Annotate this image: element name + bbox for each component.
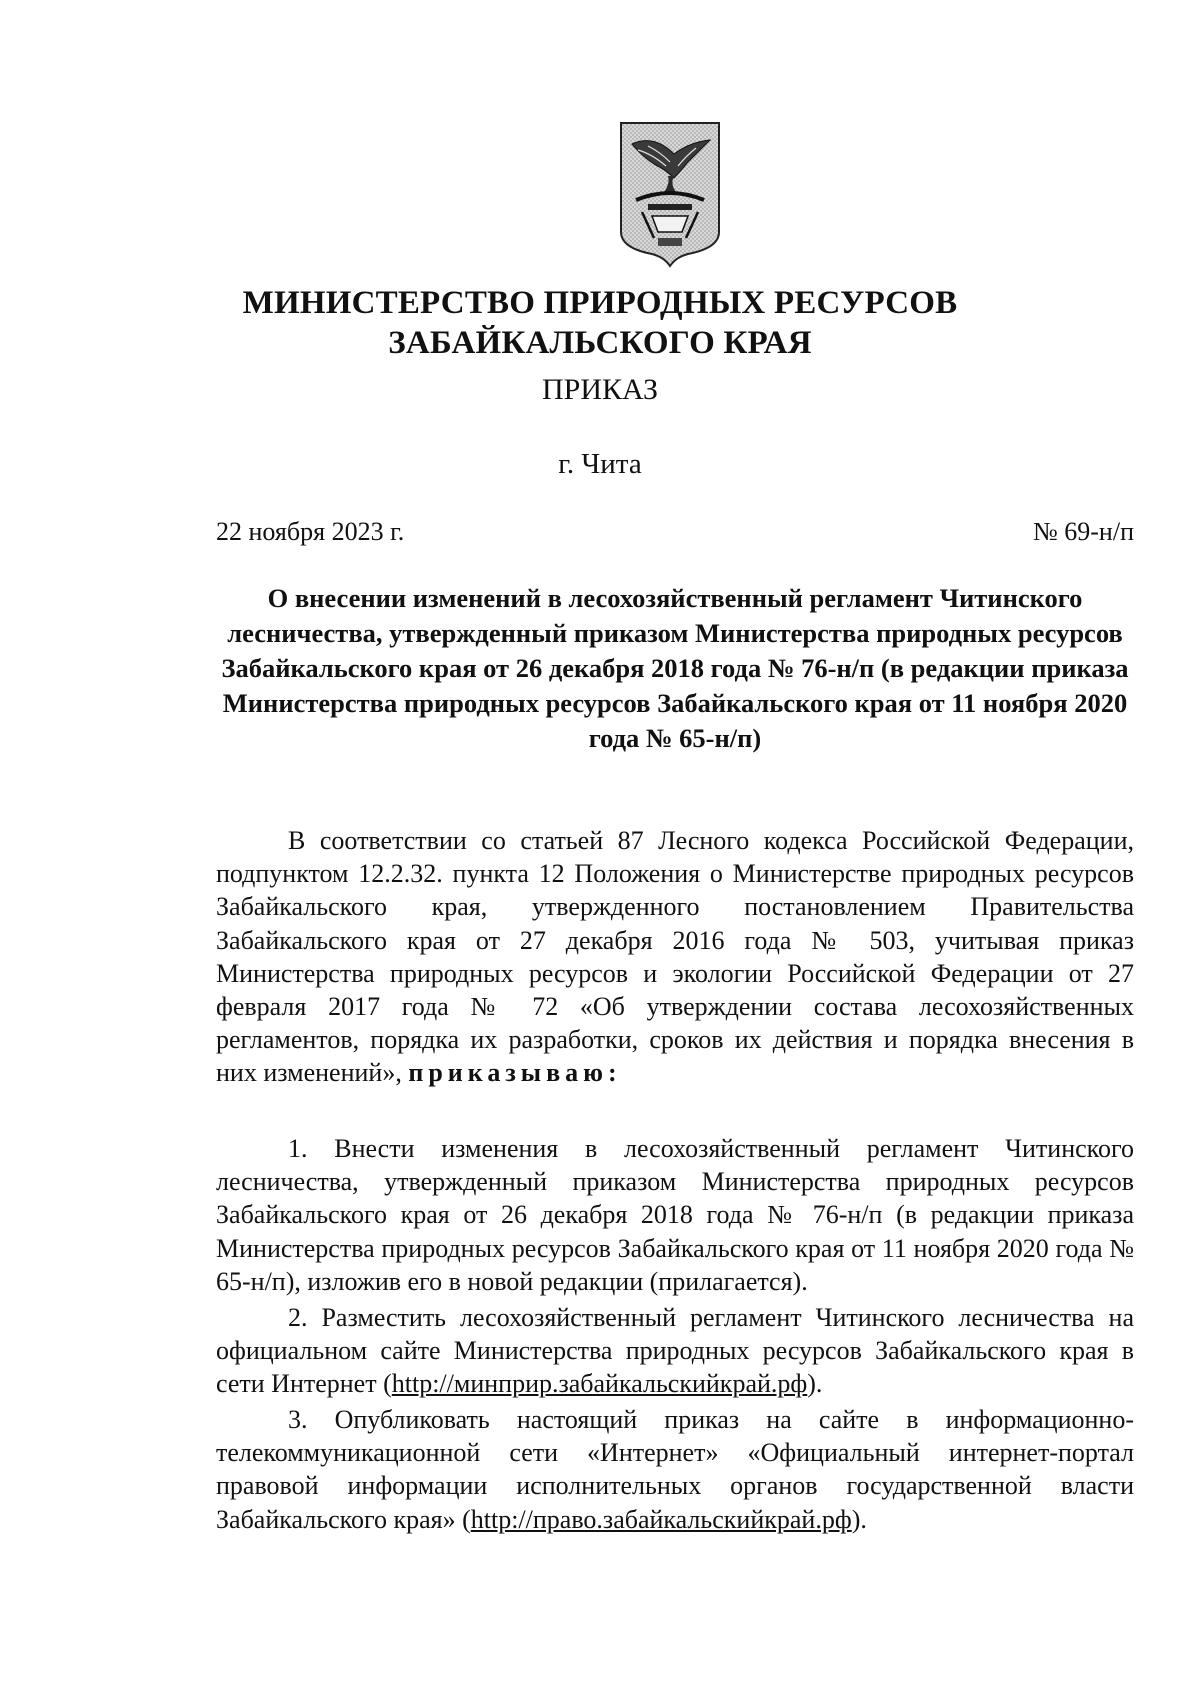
coat-of-arms-emblem — [618, 120, 722, 268]
order-title: О внесении изменений в лесохозяйственный регламент Читинского лесничества, утвержденный приказом Министерства природных ресурсов Забайкальского края от 26 декабря 2018 года № 76-н/п (в редакции приказа Министерства природных ресурсов Забайкальского края от 11 ноября 2020 года № 65-н/п) — [221, 583, 1129, 753]
city: г. Чита — [558, 448, 642, 480]
order-number: № 69-н/п — [1032, 517, 1134, 546]
ministry-name-line2: ЗАБАЙКАЛЬСКОГО КРАЯ — [388, 325, 812, 361]
order-item-2-text: 2. Разместить лесохозяйственный регламент Читинского лесничества на официальном сайте Министерства природных ресурсов Забайкальского края в сети Интернет ( — [216, 1303, 1134, 1399]
ministry-website-link[interactable]: http://минприр.забайкальскийкрай.рф — [391, 1369, 808, 1399]
order-item-3-end: ). — [851, 1504, 867, 1534]
document-type: ПРИКАЗ — [542, 373, 658, 406]
preamble-text: В соответствии со статьей 87 Лесного кодекса Российской Федерации, подпунктом 12.2.32. пункта 12 Положения о Министерстве природных ресурсов Забайкальского края, утвержденного постановлением Правительства Забайкальского края от 27 декабря 2016 года № 503, учитывая приказ Министерства природных ресурсов и экологии Российской Федерации от 27 февраля 2017 года № 72 «Об утверждении состава лесохозяйственных регламентов, порядка их разработки, сроков их действия и порядка внесения в них изменений», — [216, 826, 1134, 1088]
ministry-name-line1: МИНИСТЕРСТВО ПРИРОДНЫХ РЕСУРСОВ — [242, 285, 958, 321]
order-item-3-text: 3. Опубликовать настоящий приказ на сайте в информационно-телекоммуникационной сети «Интернет» «Официальный интернет-портал правовой информации исполнительных органов государственной власти Забайкальского края» ( — [216, 1405, 1134, 1534]
order-item-3 — [216, 1403, 1134, 1536]
legal-portal-link[interactable]: http://право.забайкальскийкрай.рф — [470, 1504, 852, 1534]
preamble-paragraph — [216, 824, 1134, 1090]
order-item-1: 1. Внести изменения в лесохозяйственный регламент Читинского лесничества, утвержденный приказом Министерства природных ресурсов Забайкальского края от 26 декабря 2018 года № 76-н/п (в редакции приказа Министерства природных ресурсов Забайкальского края от 11 ноября 2020 года № 65-н/п), изложив его в новой редакции (прилагается). — [216, 1134, 1134, 1296]
order-command: приказываю: — [408, 1058, 622, 1088]
ministry-name — [0, 283, 1200, 363]
order-item-2-end: ). — [807, 1369, 823, 1399]
order-date: 22 ноября 2023 г. — [216, 517, 405, 546]
order-item-2 — [216, 1301, 1134, 1401]
